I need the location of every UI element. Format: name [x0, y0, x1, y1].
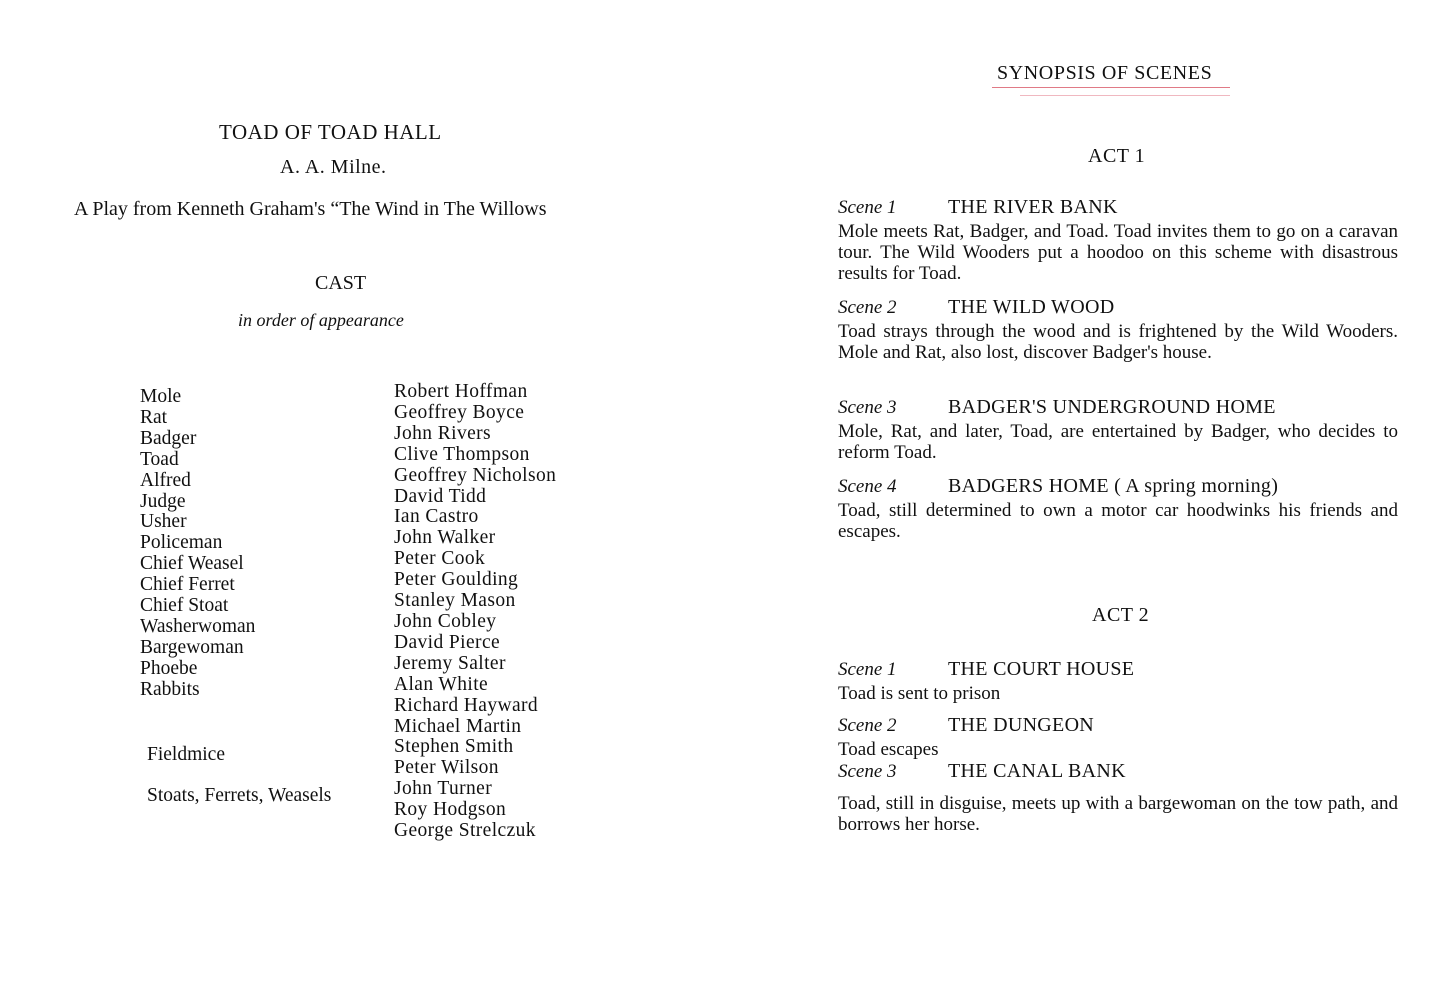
scene-description: Toad is sent to prison [838, 683, 1001, 704]
synopsis-underline-secondary [1020, 95, 1230, 96]
synopsis-title: SYNOPSIS OF SCENES [997, 62, 1213, 84]
role-item: Judge [140, 490, 186, 512]
actor-item: David Pierce [394, 631, 501, 653]
scene-label: Scene 4 [838, 476, 897, 497]
role-item: Alfred [140, 469, 191, 491]
scene-label: Scene 3 [838, 761, 897, 782]
actor-item: Geoffrey Nicholson [394, 464, 557, 486]
role-item: Usher [140, 511, 187, 533]
author: A. A. Milne. [280, 156, 387, 178]
scene-heading [838, 760, 1398, 783]
actor-item: Richard Hayward [394, 694, 539, 716]
actor-item: Ian Castro [394, 506, 479, 528]
role-fieldmice: Fieldmice [147, 744, 225, 765]
right-page [720, 0, 1443, 997]
scene-label: Scene 2 [838, 715, 897, 736]
role-item: Mole [140, 386, 182, 407]
scene-heading [838, 714, 1398, 737]
actor-item: Jeremy Salter [394, 652, 506, 674]
left-page [0, 0, 720, 997]
scene-name: THE WILD WOOD [948, 296, 1115, 318]
actor-item: Stanley Mason [394, 590, 516, 612]
actor-item: John Walker [394, 527, 496, 549]
role-list [140, 387, 255, 701]
scene-description: Mole, Rat, and later, Toad, are entertained by Badger, who decides to reform Toad. [838, 421, 1398, 463]
scene-heading [838, 396, 1398, 419]
scene-name: THE CANAL BANK [948, 760, 1126, 782]
role-item: Rat [140, 406, 168, 428]
actor-item: David Tidd [394, 485, 487, 507]
scene-label: Scene 2 [838, 297, 897, 318]
scene-description: Mole meets Rat, Badger, and Toad. Toad invites them to go on a caravan tour. The Wild Wooders put a hoodoo on this scheme with disastrous results for Toad. [838, 221, 1398, 284]
actor-item: Alan White [394, 673, 489, 695]
role-item: Rabbits [140, 678, 200, 700]
actor-item: Robert Hoffman [394, 381, 528, 402]
role-item: Chief Weasel [140, 553, 244, 575]
actor-item: Peter Goulding [394, 569, 519, 591]
scene-heading [838, 658, 1398, 681]
play-title: TOAD OF TOAD HALL [219, 120, 442, 144]
role-item: Bargewoman [140, 636, 244, 658]
scene-description: Toad, still in disguise, meets up with a bargewoman on the tow path, and borrows her horse. [838, 793, 1398, 835]
scene-entry [838, 396, 1398, 463]
role-item: Policeman [140, 532, 223, 554]
role-item: Washerwoman [140, 615, 256, 637]
scene-label: Scene 3 [838, 397, 897, 418]
scene-name: BADGER'S UNDERGROUND HOME [948, 396, 1276, 418]
cast-subheading: in order of appearance [238, 310, 404, 330]
scene-name: THE DUNGEON [948, 714, 1095, 736]
cast-heading: CAST [315, 272, 367, 294]
act-2-heading: ACT 2 [1092, 604, 1150, 626]
role-item: Chief Stoat [140, 595, 229, 617]
actor-item: Peter Wilson [394, 757, 499, 779]
scene-name: BADGERS HOME ( A spring morning) [948, 475, 1279, 497]
scene-name: THE COURT HOUSE [948, 658, 1135, 680]
actor-item: Clive Thompson [394, 443, 530, 465]
actor-item: Michael Martin [394, 715, 522, 737]
actor-item: John Turner [394, 778, 493, 800]
role-item: Badger [140, 427, 197, 449]
role-stoats-ferrets-weasels: Stoats, Ferrets, Weasels [147, 785, 332, 806]
actor-item: John Cobley [394, 610, 497, 632]
scene-label: Scene 1 [838, 197, 897, 218]
scene-entry [838, 760, 1398, 835]
scene-heading [838, 475, 1398, 498]
scene-entry [838, 714, 1398, 760]
scene-description: Toad escapes [838, 739, 939, 760]
actor-list [394, 382, 556, 842]
actor-item: Geoffrey Boyce [394, 401, 525, 423]
actor-item: John Rivers [394, 422, 492, 444]
scene-entry [838, 658, 1398, 704]
role-item: Toad [140, 448, 179, 470]
scene-heading [838, 196, 1398, 219]
act-1-heading: ACT 1 [1088, 145, 1146, 167]
role-item: Chief Ferret [140, 574, 235, 596]
scene-entry [838, 296, 1398, 363]
play-subtitle: A Play from Kenneth Graham's “The Wind in The Willows [74, 198, 547, 220]
scene-heading [838, 296, 1398, 319]
scene-label: Scene 1 [838, 659, 897, 680]
actor-item: Peter Cook [394, 548, 486, 570]
scene-description: Toad, still determined to own a motor car hoodwinks his friends and escapes. [838, 500, 1398, 542]
actor-item: Roy Hodgson [394, 799, 507, 821]
scene-entry [838, 475, 1398, 542]
actor-item: Stephen Smith [394, 736, 514, 758]
scene-name: THE RIVER BANK [948, 196, 1118, 218]
synopsis-underline [992, 87, 1230, 88]
scene-entry [838, 196, 1398, 284]
actor-item: George Strelczuk [394, 820, 536, 842]
role-item: Phoebe [140, 657, 198, 679]
scene-description: Toad strays through the wood and is frightened by the Wild Wooders. Mole and Rat, also lost, discover Badger's house. [838, 321, 1398, 363]
